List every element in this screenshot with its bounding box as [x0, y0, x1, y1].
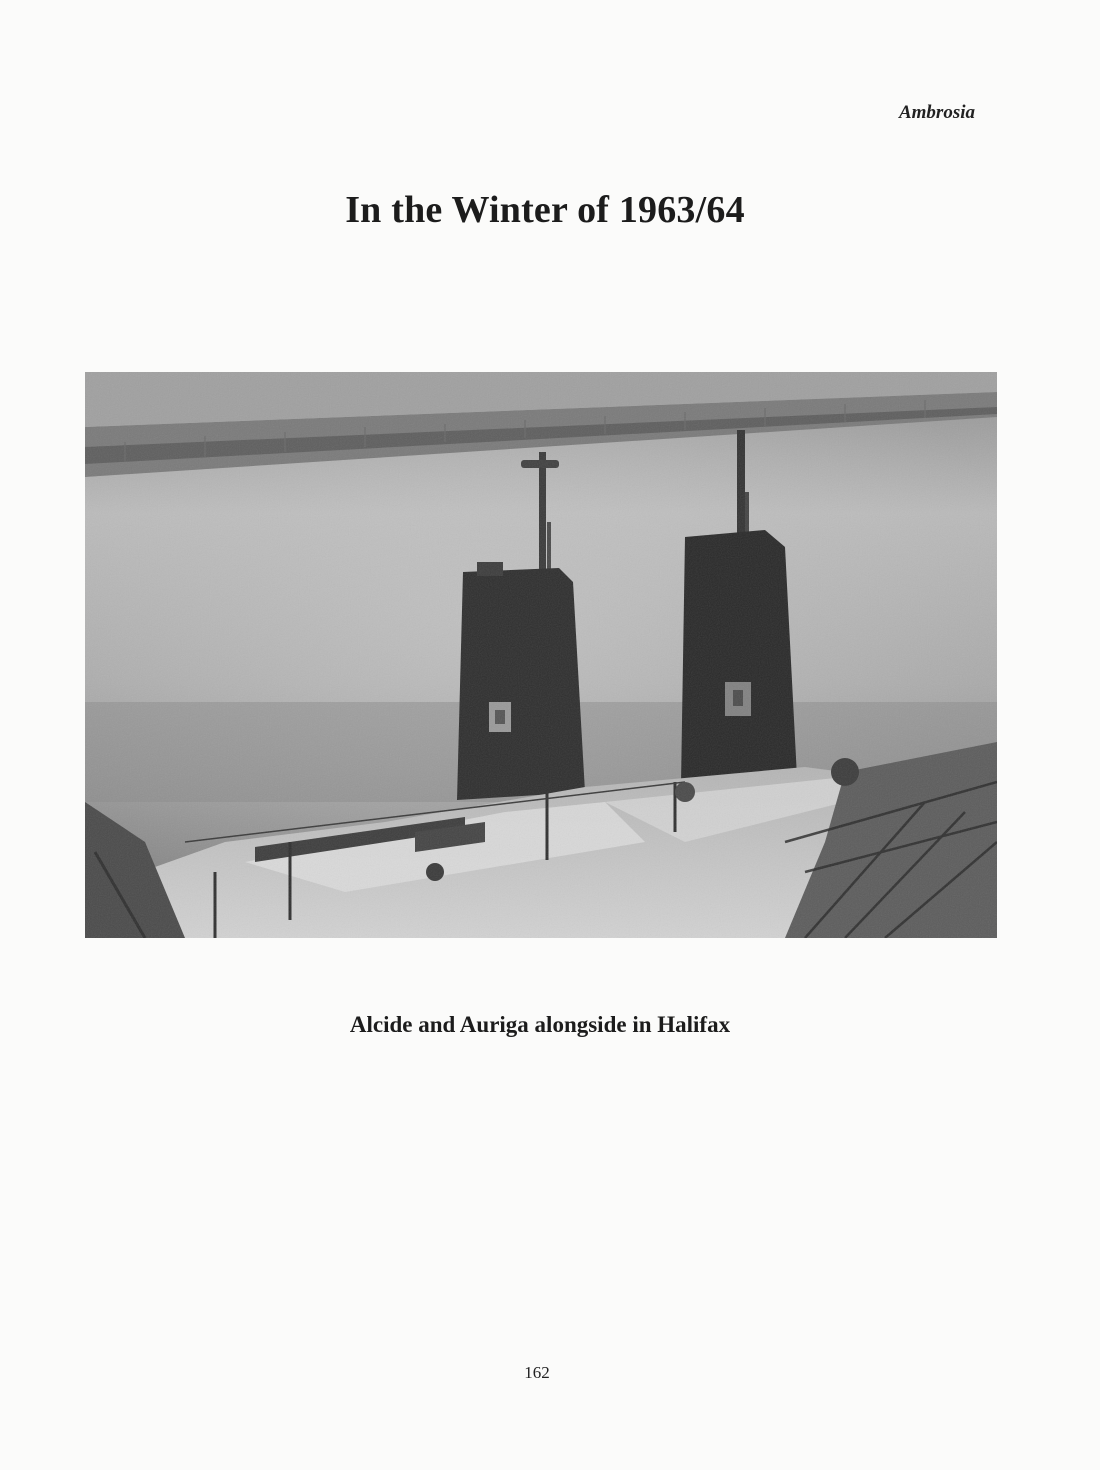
page-title: In the Winter of 1963/64	[345, 189, 745, 231]
submarines-photo	[85, 372, 997, 938]
two-submarines-alongside-icon	[85, 372, 997, 938]
photo-caption: Alcide and Auriga alongside in Halifax	[349, 1012, 731, 1037]
page-number: 162	[524, 1363, 550, 1382]
running-head: Ambrosia	[898, 102, 975, 123]
